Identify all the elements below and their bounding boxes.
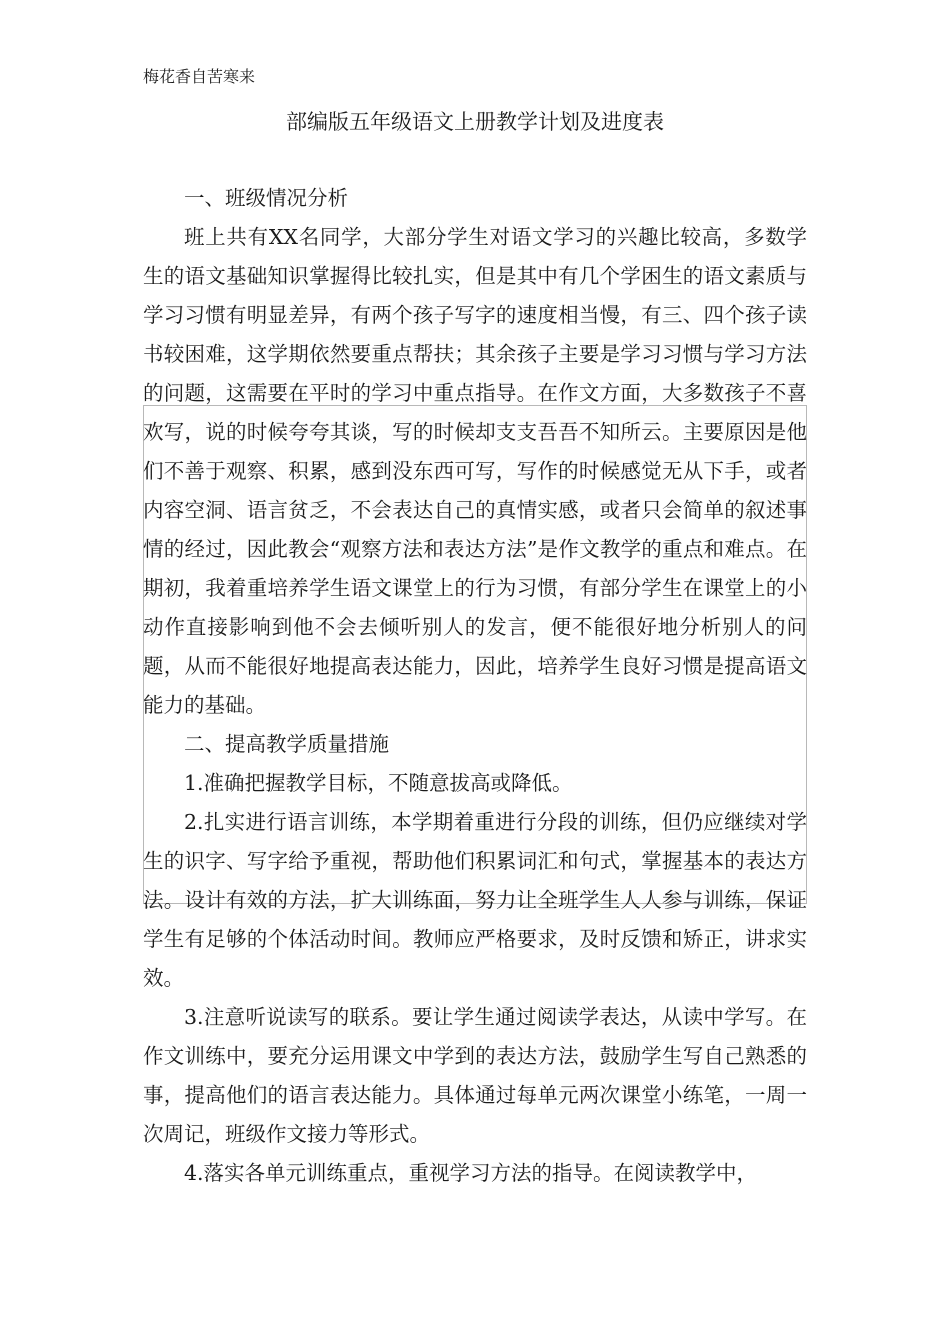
paragraph-class-analysis: 班上共有XX名同学，大部分学生对语文学习的兴趣比较高，多数学生的语文基础知识掌握得比较扎实，但是其中有几个学困生的语文素质与学习习惯有明显差异，有两个孩子写字的速度相当慢，有三、四个孩子读书较困难，这学期依然要重点帮扶；其余孩子主要是学习习惯与学习方法的问题，这需要在平时的学习中重点指导。在作文方面，大多数孩子不喜欢写，说的时候夸夸其谈，写的时候却支支吾吾不知所云。主要原因是他们不善于观察、积累，感到没东西可写，写作的时候感觉无从下手，或者内容空洞、语言贫乏，不会表达自己的真情实感，或者只会简单的叙述事情的经过，因此教会“观察方法和表达方法”是作文教学的重点和难点。在期初，我着重培养学生语文课堂上的行为习惯，有部分学生在课堂上的小动作直接影响到他不会去倾听别人的发言，便不能很好地分析别人的问题，从而不能很好地提高表达能力，因此，培养学生良好习惯是提高语文能力的基础。 [143, 225, 807, 717]
section-heading-quality-measures: 二、提高教学质量措施 [184, 732, 389, 756]
section-heading-class-analysis: 一、班级情况分析 [184, 186, 348, 210]
paragraph-measure-2: 2.扎实进行语言训练，本学期着重进行分段的训练，但仍应继续对学生的识字、写字给予重视，帮助他们积累词汇和句式，掌握基本的表达方法。设计有效的方法，扩大训练面，努力让全班学生人人参与训练，保证学生有足够的个体活动时间。教师应严格要求，及时反馈和矫正，讲求实效。 [143, 810, 807, 990]
paragraph-measure-1: 1.准确把握教学目标，不随意拔高或降低。 [184, 771, 573, 795]
header-note: 梅花香自苦寒来 [143, 67, 256, 86]
document-title: 部编版五年级语文上册教学计划及进度表 [286, 110, 664, 134]
paragraph-measure-3: 3.注意听说读写的联系。要让学生通过阅读学表达，从读中学写。在作文训练中，要充分运用课文中学到的表达方法，鼓励学生写自己熟悉的事，提高他们的语言表达能力。具体通过每单元两次课堂小练笔，一周一次周记，班级作文接力等形式。 [143, 1005, 807, 1146]
document-body [143, 179, 807, 1193]
paragraph-measure-4: 4.落实各单元训练重点，重视学习方法的指导。在阅读教学中， [184, 1161, 758, 1185]
